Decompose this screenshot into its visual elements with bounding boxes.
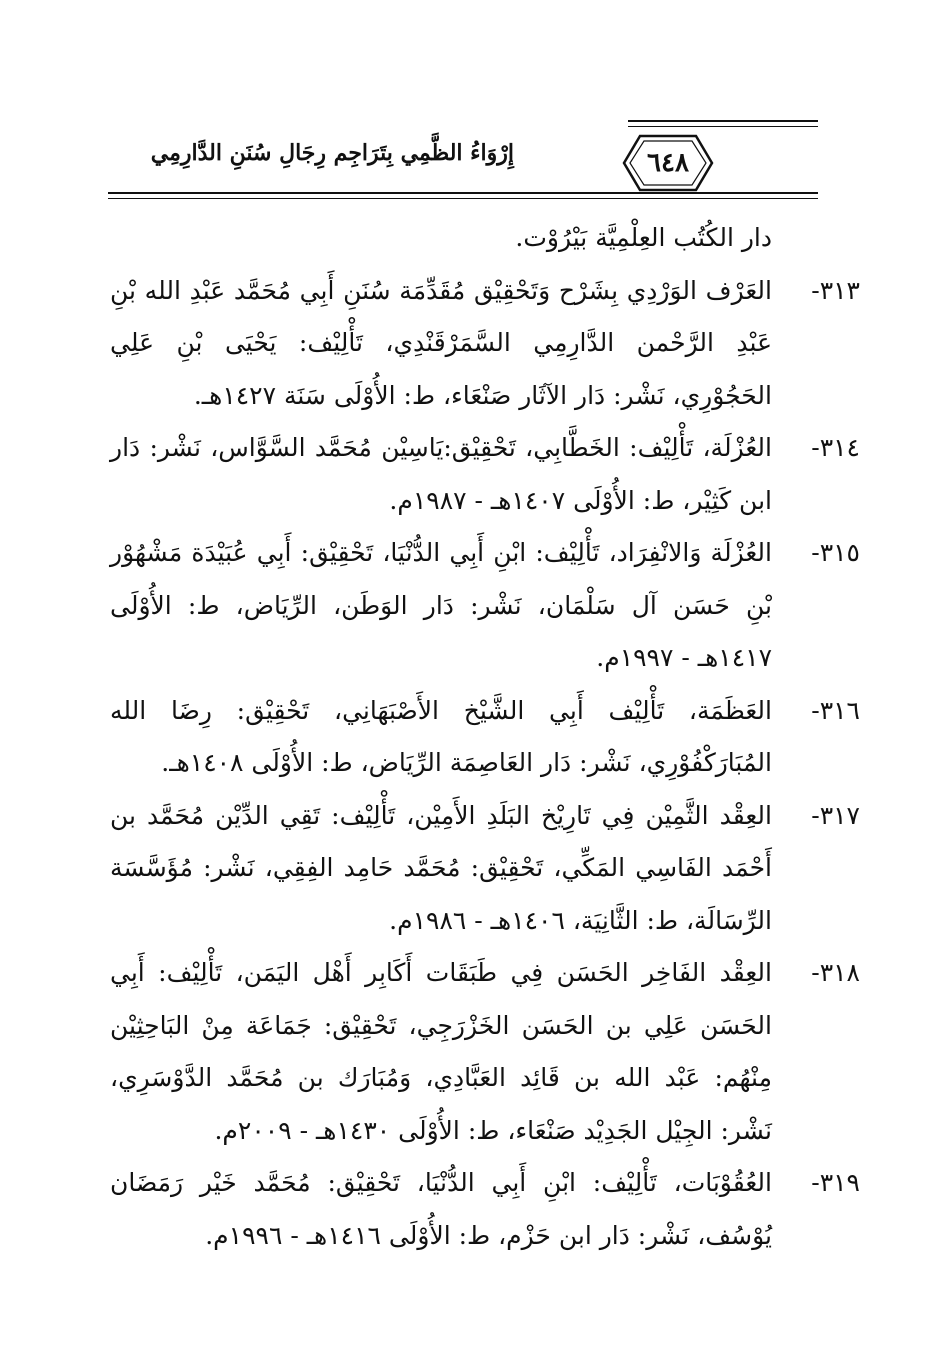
bibliography-entry bbox=[110, 1157, 860, 1262]
entry-number: ٣١٥- bbox=[811, 538, 860, 567]
entry-number: ٣١٩- bbox=[811, 1168, 860, 1197]
bibliography-entry bbox=[110, 790, 860, 948]
entry-number: ٣١٦- bbox=[811, 695, 860, 725]
continuation-line: دار الكُتُب العِلْمِيَّة بَيْرُوْت. bbox=[515, 223, 772, 252]
bibliography-entry bbox=[110, 947, 860, 1157]
entry-text: العُزْلَة وَالانْفِرَاد، تَأْلِيْف: ابْنِ أَبِي الدُّنْيَا، تَحْقِيْق: أَبِي عُبَيْدَة مَشْهُوْر بْنِ حَسَن آل سَلْمَان، نَشْر: دَار الوَطَن، الرِّيَاض، ط: الأُوْلَى ١٤١٧هـ - ١٩٩٧م. bbox=[110, 538, 772, 672]
header-rule-bottom bbox=[108, 192, 818, 194]
bibliography-entry bbox=[110, 265, 860, 423]
entry-number: ٣١٨- bbox=[811, 958, 860, 987]
entry-text: العِقْد الفَاخِر الحَسَن فِي طَبَقَات أَكَابِر أَهْل اليَمَن، تَأْلِيْف: أَبِي الحَسَن عَلِي بن الحَسَن الخَزْرَجِي، تَحْقِيْق: جَمَاعَة مِنْ البَاحِثِيْن مِنْهُم: عَبْد الله بن قَائِد العَبَّادِي، وَمُبَارَك بن مُحَمَّد الدَّوْسَرِي، نَشْر: الجِيْل الجَدِيْد صَنْعَاء، ط: الأُوْلَى ١٤٣٠هـ - ٢٠٠٩م. bbox=[110, 958, 772, 1145]
entry-text: العِقْد الثَّمِيْن فِي تَارِيْخ البَلَدِ الأَمِيْن، تَأْلِيْف: تَقِي الدِّيْن مُحَمَّد بن أَحْمَد الفَاسِي المَكِّي، تَحْقِيْق: مُحَمَّد حَامِد الفِقِي، نَشْر: مُؤَسَّسَة الرِّسَالَة، ط: الثَّانِيَة، ١٤٠٦هـ - ١٩٨٦م. bbox=[110, 800, 772, 935]
entry-number: ٣١٣- bbox=[811, 275, 860, 305]
entry-text: العَرْف الوَرْدِي بِشَرْح وَتَحْقِيْق مُقَدِّمَة سُنَنِ أَبِي مُحَمَّد عَبْدِ الله بْنِ عَبْدِ الرَّحْمن الدَّارِمِي السَّمَرْقَنْدِي، تَأْلِيْف: يَحْيَى بْنِ عَلِي الحَجُوْرِي، نَشْر: دَار الآثَار صَنْعَاء، ط: الأُوْلَى سَنَة ١٤٢٧هـ. bbox=[110, 275, 772, 410]
entry-text: العَظَمَة، تَأْلِيْف أَبِي الشَّيْخ الأَصْبَهَانِي، تَحْقِيْق: رِضَا الله المُبَارَكْفُوْرِي، نَشْر: دَار العَاصِمَة الرِّيَاض، ط: الأُوْلَى ١٤٠٨هـ. bbox=[110, 695, 772, 777]
page-number-badge bbox=[622, 132, 714, 194]
entry-text: العُزْلَة، تَأْلِيْف: الخَطَّابِي، تَحْقِيْق:يَاسِيْن مُحَمَّد السَّوَّاس، نَشْر: دَار ابن كَثِيْر، ط: الأُوْلَى ١٤٠٧هـ - ١٩٨٧م. bbox=[110, 433, 772, 515]
running-title: إِرْوَاءُ الظَّمِي بِتَرَاجِم رِجَالِ سُنَنِ الدَّارِمِي bbox=[150, 140, 514, 166]
bibliography-list bbox=[110, 212, 860, 1262]
bibliography-entry bbox=[110, 422, 860, 527]
page-number: ٦٤٨ bbox=[647, 148, 689, 178]
header-rule-top bbox=[628, 120, 818, 122]
header-rule-bottom-thin bbox=[108, 198, 818, 199]
bibliography-entry bbox=[110, 685, 860, 790]
bibliography-entry bbox=[110, 527, 860, 685]
entry-text: العُقُوْبَات، تَأْلِيْف: ابْنِ أَبِي الدُّنْيَا، تَحْقِيْق: مُحَمَّد خَيْر رَمَضَان يُوْسُف، نَشْر: دَار ابن حَزْم، ط: الأُوْلَى ١٤١٦هـ - ١٩٩٦م. bbox=[110, 1168, 772, 1250]
header-rule-top-thin bbox=[628, 126, 818, 127]
entry-number: ٣١٧- bbox=[811, 800, 860, 830]
entry-number: ٣١٤- bbox=[811, 433, 860, 462]
